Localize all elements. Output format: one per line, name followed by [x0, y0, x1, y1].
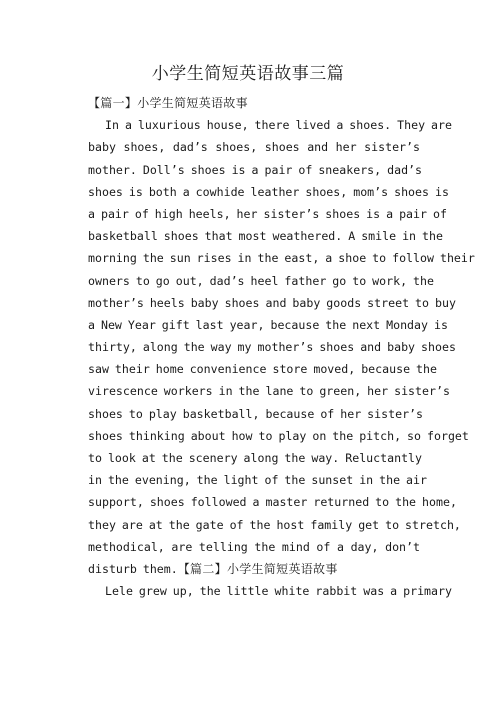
paragraph-line: shoes to play basketball, because of her sister’s	[88, 406, 424, 421]
paragraph-line: shoes is both a cowhide leather shoes, mom’s shoes is	[88, 184, 449, 199]
paragraph-line: support, shoes followed a master returned to the home,	[88, 495, 457, 510]
paragraph-line: to look at the scenery along the way. Reluctantly	[88, 451, 423, 465]
paragraph-line: thirty, along the way my mother’s shoes and baby shoes	[88, 340, 456, 355]
paragraph-line: baby shoes, dad’s shoes, shoes and her sister’s	[88, 140, 420, 155]
paragraph-last-line	[88, 558, 420, 580]
paragraph-line: basketball shoes that most weathered. A smile in the	[88, 229, 443, 244]
paragraph-line: In a luxurious house, there lived a shoes. They are	[105, 118, 452, 133]
paragraph-line: virescence workers in the lane to green, her sister’s	[88, 384, 450, 399]
paragraph-line: a pair of high heels, her sister’s shoes is a pair of	[88, 206, 447, 221]
paragraph-end-text: disturb them.	[88, 561, 178, 576]
paragraph-line: they are at the gate of the host family get to stretch,	[88, 517, 461, 532]
paragraph-line: morning the sun rises in the east, a shoe to follow their	[88, 251, 475, 266]
paragraph-line: in the evening, the light of the sunset in the air	[88, 473, 428, 488]
document-body	[88, 92, 475, 602]
paragraph-line: a New Year gift last year, because the next Monday is	[88, 317, 448, 332]
paragraph-line: saw their home convenience store moved, because the	[88, 362, 437, 377]
paragraph-line: mother. Doll’s shoes is a pair of sneakers, dad’s	[88, 162, 423, 177]
paragraph-line: owners to go out, dad’s heel father go to work, the	[88, 273, 434, 288]
document-title: 小学生简短英语故事三篇	[151, 64, 345, 84]
paragraph-line: shoes thinking about how to play on the pitch, so forget	[88, 428, 469, 443]
paragraph-line: Lele grew up, the little white rabbit was a primary	[105, 584, 452, 599]
section-heading-2: 【篇二】小学生简短英语故事	[177, 561, 338, 576]
section-heading-1: 【篇一】小学生简短英语故事	[88, 96, 248, 110]
paragraph-line: mother’s heels baby shoes and baby goods street to buy	[88, 295, 456, 310]
paragraph-line: methodical, are telling the mind of a day, don’t	[88, 539, 420, 554]
